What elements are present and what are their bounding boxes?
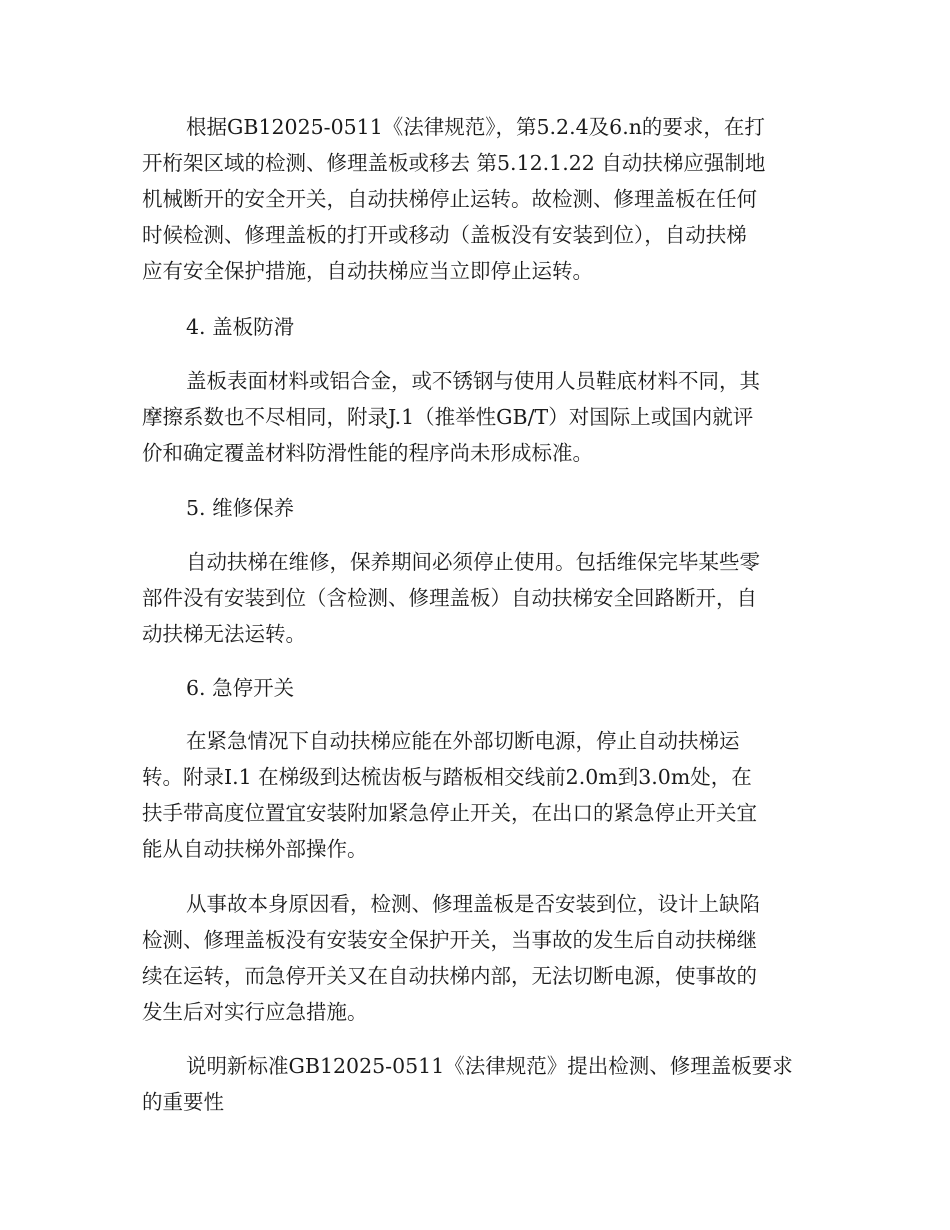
text-line: 续在运转，而急停开关又在自动扶梯内部，无法切断电源，使事故的: [142, 964, 757, 988]
text-line: 时候检测、修理盖板的打开或移动（盖板没有安装到位），自动扶梯: [142, 223, 747, 247]
text-line: 检测、修理盖板没有安装安全保护开关，当事故的发生后自动扶梯继: [142, 928, 757, 952]
text-line: 的重要性: [142, 1090, 224, 1114]
text-line: 发生后对实行应急措施。: [142, 1000, 368, 1024]
text-line: 说明新标准GB12025-0511《法律规范》提出检测、修理盖板要求: [186, 1054, 793, 1078]
text-line: 动扶梯无法运转。: [142, 622, 306, 646]
text-line: 部件没有安装到位（含检测、修理盖板）自动扶梯安全回路断开，自: [142, 586, 757, 610]
text-line: 在紧急情况下自动扶梯应能在外部切断电源，停止自动扶梯运: [186, 729, 740, 753]
text-line: 盖板表面材料或铝合金，或不锈钢与使用人员鞋底材料不同，其: [186, 369, 760, 393]
text-line: 能从自动扶梯外部操作。: [142, 837, 368, 861]
text-line: 根据GB12025-0511《法律规范》，第5.2.4及6.n的要求，在打: [186, 115, 765, 139]
heading-text: 6. 急停开关: [186, 676, 295, 700]
text-line: 应有安全保护措施，自动扶梯应当立即停止运转。: [142, 259, 593, 283]
paragraph-anti-slip: [0, 363, 950, 471]
text-line: 开桁架区域的检测、修理盖板或移去 第5.12.1.22 自动扶梯应强制地: [142, 151, 766, 175]
paragraph-maintenance: [0, 544, 950, 652]
text-line: 转。附录I.1 在梯级到达梳齿板与踏板相交线前2.0m到3.0m处，在: [142, 765, 752, 789]
paragraph-conclusion: [0, 1048, 950, 1120]
heading-text: 5. 维修保养: [186, 496, 295, 520]
text-line: 扶手带高度位置宜安装附加紧急停止开关，在出口的紧急停止开关宜: [142, 801, 757, 825]
paragraph-accident-cause: [0, 886, 950, 1030]
section-heading-maintenance: [0, 490, 950, 526]
heading-text: 4. 盖板防滑: [186, 315, 295, 339]
paragraph-safety-switch: [0, 109, 950, 289]
text-line: 机械断开的安全开关，自动扶梯停止运转。故检测、修理盖板在任何: [142, 187, 757, 211]
section-heading-anti-slip: [0, 309, 950, 345]
section-heading-emergency-stop: [0, 670, 950, 706]
text-line: 价和确定覆盖材料防滑性能的程序尚未形成标准。: [142, 441, 593, 465]
paragraph-emergency-stop: [0, 723, 950, 867]
text-line: 摩擦系数也不尽相同，附录J.1（推举性GB/T）对国际上或国内就评: [142, 405, 754, 429]
text-line: 自动扶梯在维修，保养期间必须停止使用。包括维保完毕某些零: [186, 550, 760, 574]
text-line: 从事故本身原因看，检测、修理盖板是否安装到位，设计上缺陷: [186, 892, 760, 916]
